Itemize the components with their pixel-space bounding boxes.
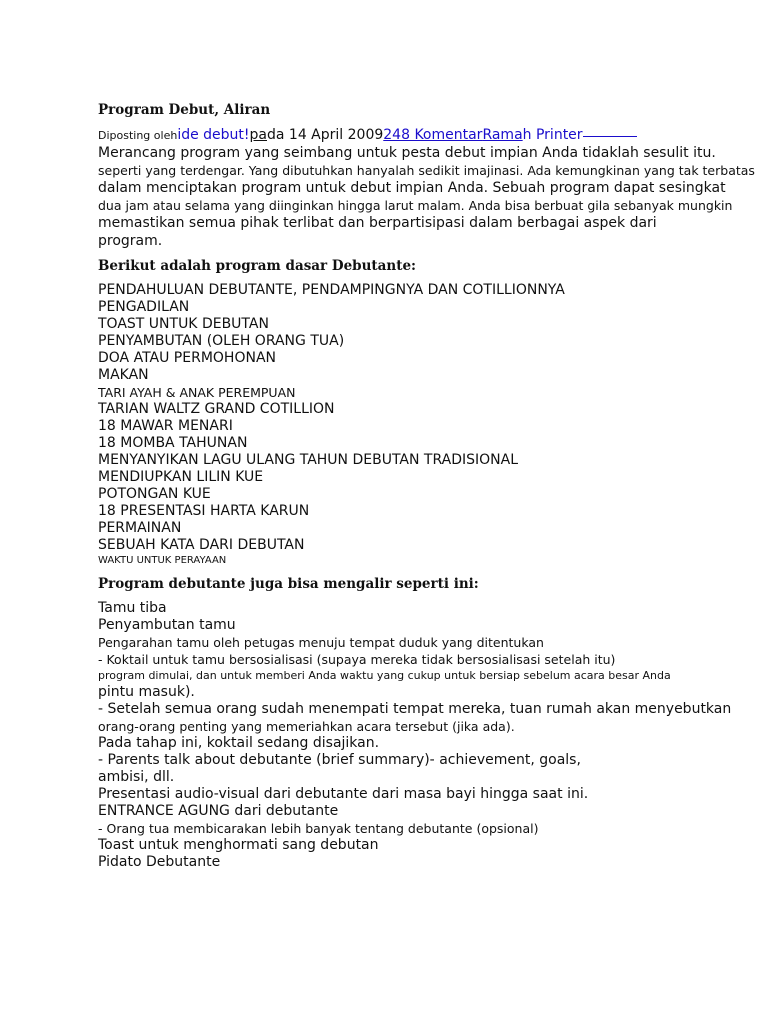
- flow-item: - Orang tua membicarakan lebih banyak tentang debutante (opsional): [98, 821, 539, 836]
- intro-line: memastikan semua pihak terlibat dan berpartisipasi dalam berbagai aspek dari: [98, 215, 657, 231]
- intro-paragraph: [98, 144, 758, 250]
- article-title: Program Debut, Aliran: [98, 102, 271, 118]
- flow-item: ENTRANCE AGUNG dari debutante: [98, 803, 339, 819]
- flow-item: ambisi, dll.: [98, 769, 175, 785]
- program-item: MENDIUPKAN LILIN KUE: [98, 469, 264, 485]
- program-item: PENYAMBUTAN (OLEH ORANG TUA): [98, 333, 345, 349]
- post-date: da 14 April 2009: [267, 127, 384, 143]
- flow-item: Pidato Debutante: [98, 854, 221, 870]
- link-underline: [583, 136, 637, 137]
- intro-line: seperti yang terdengar. Yang dibutuhkan hanyalah sedikit imajinasi. Ada kemungkinan yang tak terbatas: [98, 163, 755, 178]
- printer-friendly-link[interactable]: [482, 127, 522, 143]
- program-item: 18 MOMBA TAHUNAN: [98, 435, 248, 451]
- program-item: MENYANYIKAN LAGU ULANG TAHUN DEBUTAN TRADISIONAL: [98, 452, 519, 468]
- program-item: TOAST UNTUK DEBUTAN: [98, 316, 269, 332]
- intro-line: program.: [98, 233, 163, 249]
- comments-link[interactable]: 248 Komentar: [383, 127, 483, 143]
- flow-heading: Program debutante juga bisa mengalir seperti ini:: [98, 576, 479, 592]
- flow-item: pintu masuk).: [98, 684, 195, 700]
- flow-item: orang-orang penting yang memeriahkan acara tersebut (jika ada).: [98, 719, 515, 734]
- document-page: [98, 100, 758, 871]
- byline-pa: pa: [249, 127, 267, 143]
- flow-list: [98, 600, 758, 871]
- flow-item: Tamu tiba: [98, 600, 167, 616]
- flow-item: Pada tahap ini, koktail sedang disajikan.: [98, 735, 380, 751]
- program-item: PENGADILAN: [98, 299, 190, 315]
- program-item: PERMAINAN: [98, 520, 182, 536]
- program-item: TARIAN WALTZ GRAND COTILLION: [98, 401, 335, 417]
- program-item: DOA ATAU PERMOHONAN: [98, 350, 276, 366]
- program-item: 18 MAWAR MENARI: [98, 418, 233, 434]
- program-heading: Berikut adalah program dasar Debutante:: [98, 258, 417, 274]
- flow-item: Penyambutan tamu: [98, 617, 236, 633]
- byline: [98, 124, 758, 144]
- author-link[interactable]: ide debut!: [177, 127, 250, 143]
- program-list: [98, 282, 758, 568]
- flow-item: - Parents talk about debutante (brief summary)- achievement, goals,: [98, 752, 581, 768]
- program-item: 18 PRESENTASI HARTA KARUN: [98, 503, 310, 519]
- intro-line: dalam menciptakan program untuk debut impian Anda. Sebuah program dapat sesingkat: [98, 180, 726, 196]
- print-prefix: Rama: [482, 127, 523, 143]
- program-item: WAKTU UNTUK PERAYAAN: [98, 555, 227, 566]
- flow-item: - Setelah semua orang sudah menempati tempat mereka, tuan rumah akan menyebutkan: [98, 701, 732, 717]
- program-item: TARI AYAH & ANAK PEREMPUAN: [98, 385, 296, 400]
- flow-item: Pengarahan tamu oleh petugas menuju tempat duduk yang ditentukan: [98, 635, 544, 650]
- program-item: POTONGAN KUE: [98, 486, 211, 502]
- byline-prefix: Diposting oleh: [98, 129, 178, 142]
- intro-line: dua jam atau selama yang diinginkan hingga larut malam. Anda bisa berbuat gila sebanyak mungkin: [98, 198, 733, 213]
- intro-line: Merancang program yang seimbang untuk pesta debut impian Anda tidaklah sesulit itu.: [98, 145, 716, 161]
- flow-item: - Koktail untuk tamu bersosialisasi (supaya mereka tidak bersosialisasi setelah itu): [98, 652, 616, 667]
- flow-item: Presentasi audio-visual dari debutante dari masa bayi hingga saat ini.: [98, 786, 589, 802]
- flow-item: Toast untuk menghormati sang debutan: [98, 837, 379, 853]
- program-item: SEBUAH KATA DARI DEBUTAN: [98, 537, 305, 553]
- print-suffix: h Printer: [522, 127, 583, 143]
- program-item: MAKAN: [98, 367, 149, 383]
- printer-link-suffix[interactable]: [523, 127, 583, 143]
- flow-item: program dimulai, dan untuk memberi Anda waktu yang cukup untuk bersiap sebelum acara besar Anda: [98, 669, 671, 682]
- program-item: PENDAHULUAN DEBUTANTE, PENDAMPINGNYA DAN COTILLIONNYA: [98, 282, 565, 298]
